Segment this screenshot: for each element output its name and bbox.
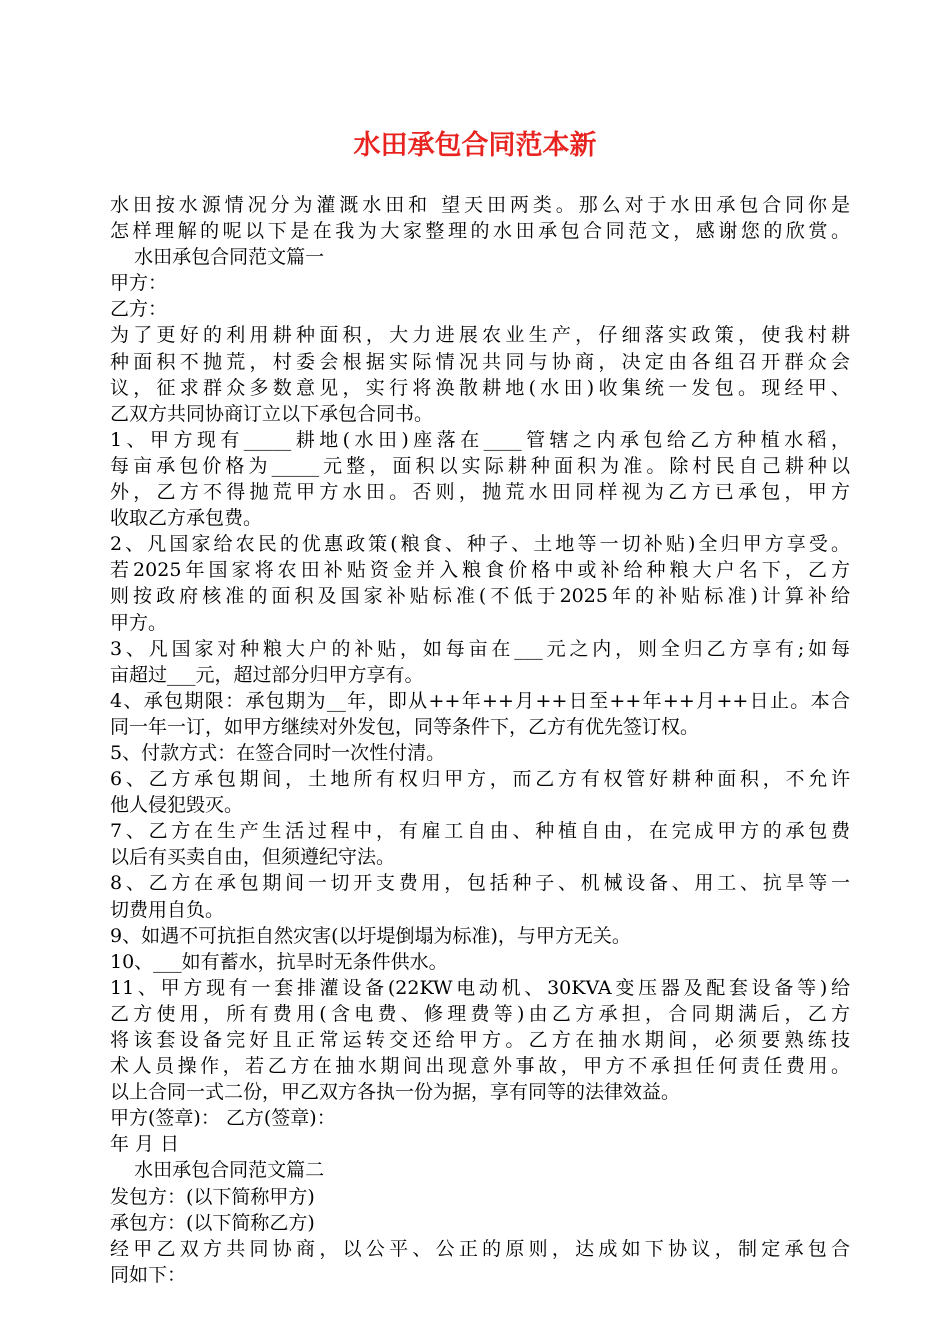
text-line: 以后有买卖自由，但须遵纪守法。 [110, 846, 396, 869]
text-line: 发包方：(以下简称甲方) [110, 1185, 315, 1208]
text-line: 乙双方共同协商订立以下承包合同书。 [110, 402, 434, 425]
text-line: 切费用自负。 [110, 898, 225, 921]
text-line: 议，征求群众多数意见，实行将涣散耕地(水田)收集统一发包。现经甲、 [110, 376, 850, 399]
text-line: 以上合同一式二份，甲乙双方各执一份为据，享有同等的法律效益。 [110, 1081, 681, 1104]
text-line: 亩超过___元，超过部分归甲方享有。 [110, 663, 424, 686]
text-line: 11、甲方现有一套排灌设备(22KW电动机、30KVA变压器及配套设备等)给 [110, 976, 850, 999]
text-line: 乙方使用，所有费用(含电费、修理费等)由乙方承担，合同期满后，乙方 [110, 1002, 850, 1025]
text-line: 甲方： [110, 272, 168, 295]
text-line: 5、付款方式：在签合同时一次性付清。 [110, 741, 446, 764]
text-line: 2、凡国家给农民的优惠政策(粮食、种子、土地等一切补贴)全归甲方享受。 [110, 533, 850, 556]
text-line: 6、乙方承包期间，土地所有权归甲方，而乙方有权管好耕种面积，不允许 [110, 768, 850, 791]
text-line: 同一年一订，如甲方继续对外发包，同等条件下，乙方有优先签订权。 [110, 715, 700, 738]
text-line: 则按政府核准的面积及国家补贴标准(不低于2025年的补贴标准)计算补给 [110, 585, 850, 608]
text-line: 年 月 日 [110, 1133, 180, 1156]
text-line: 甲方。 [110, 611, 168, 634]
text-line: 外，乙方不得抛荒甲方水田。否则，抛荒水田同样视为乙方已承包，甲方 [110, 481, 850, 504]
text-line: 水田承包合同范文篇一 [110, 246, 325, 269]
text-line: 种面积不抛荒，村委会根据实际情况共同与协商，决定由各组召开群众会 [110, 350, 850, 373]
document-title: 水田承包合同范本新 [353, 130, 597, 161]
text-line: 9、如遇不可抗拒自然灾害(以圩堤倒塌为标准)，与甲方无关。 [110, 924, 631, 947]
text-line: 承包方：(以下简称乙方) [110, 1211, 315, 1234]
text-line: 怎样理解的呢以下是在我为大家整理的水田承包合同范文，感谢您的欣赏。 [110, 220, 850, 243]
text-line: 他人侵犯毁灭。 [110, 794, 244, 817]
text-line: 同如下： [110, 1263, 187, 1286]
text-line: 将该套设备完好且正常运转交还给甲方。乙方在抽水期间，必须要熟练技 [110, 1029, 850, 1051]
text-line: 1、甲方现有_____耕地(水田)座落在____管辖之内承包给乙方种植水稻， [110, 428, 850, 451]
text-line: 术人员操作，若乙方在抽水期间出现意外事故，甲方不承担任何责任费用。 [110, 1055, 850, 1078]
text-line: 每亩承包价格为_____元整，面积以实际耕种面积为准。除村民自己耕种以 [110, 454, 850, 477]
text-line: 若2025年国家将农田补贴资金并入粮食价格中或补给种粮大户名下，乙方 [110, 559, 850, 582]
document-body [110, 192, 850, 1288]
text-line: 经甲乙双方共同协商，以公平、公正的原则，达成如下协议，制定承包合 [110, 1237, 850, 1260]
text-line: 水田承包合同范文篇二 [110, 1159, 325, 1182]
text-line: 收取乙方承包费。 [110, 507, 263, 530]
text-line: 3、凡国家对种粮大户的补贴，如每亩在___元之内，则全归乙方享有;如每 [110, 637, 850, 660]
text-line: 8、乙方在承包期间一切开支费用，包括种子、机械设备、用工、抗旱等一 [110, 872, 850, 895]
text-line: 10、___如有蓄水，抗旱时无条件供水。 [110, 950, 448, 973]
text-line: 水田按水源情况分为灌溉水田和 望天田两类。那么对于水田承包合同你是 [110, 194, 850, 216]
text-line: 为了更好的利用耕种面积，大力进展农业生产，仔细落实政策，使我村耕 [110, 324, 850, 347]
text-line: 7、乙方在生产生活过程中，有雇工自由、种植自由，在完成甲方的承包费 [110, 820, 850, 843]
text-line: 4、承包期限：承包期为__年，即从++年++月++日至++年++月++日止。本合 [110, 689, 850, 712]
text-line: 甲方(签章)： 乙方(签章)： [110, 1107, 336, 1130]
text-line: 乙方： [110, 298, 168, 321]
